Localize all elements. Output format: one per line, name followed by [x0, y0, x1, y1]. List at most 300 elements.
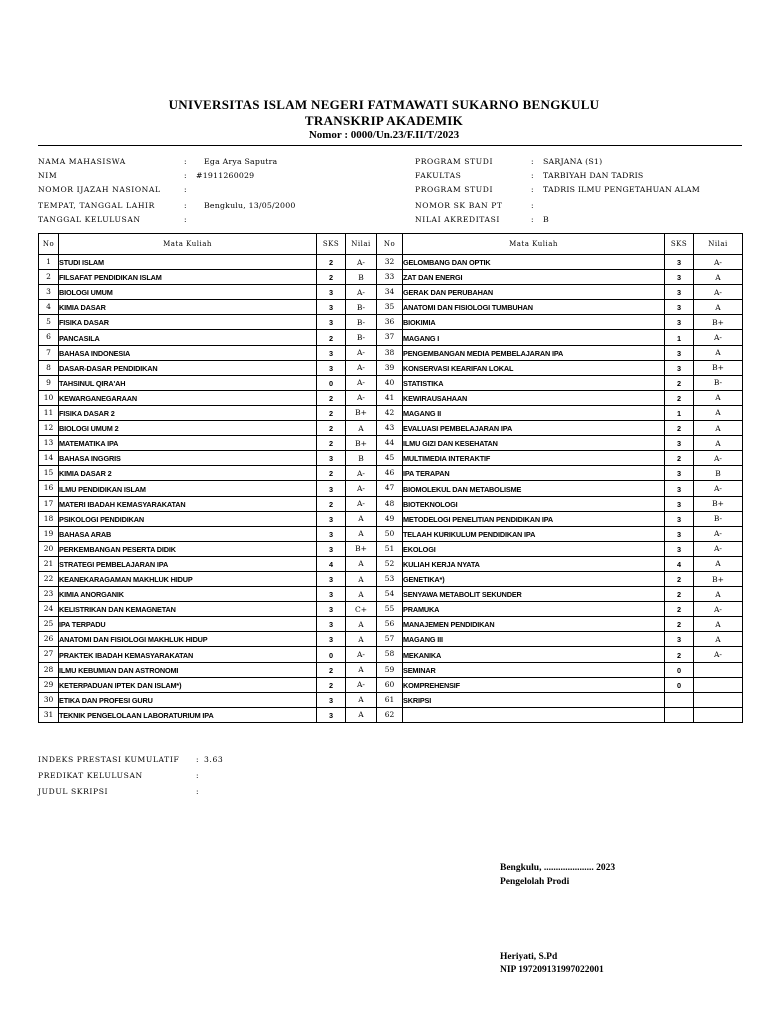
student-nim: #1911260029: [196, 171, 255, 180]
university-name: UNIVERSITAS ISLAM NEGERI FATMAWATI SUKARNO BENGKULU: [168, 97, 600, 112]
course-name: BAHASA INGGRIS: [59, 451, 317, 466]
course-credits: 2: [665, 571, 694, 586]
course-credits: 3: [317, 541, 346, 556]
table-row: [39, 571, 743, 586]
course-number: 23: [39, 587, 59, 602]
course-rows: [39, 255, 743, 723]
course-credits: 2: [317, 405, 346, 420]
course-number: 22: [39, 571, 59, 586]
course-number: 6: [39, 330, 59, 345]
info-colon: :: [531, 157, 535, 166]
course-credits: 3: [665, 541, 694, 556]
table-row: [39, 647, 743, 662]
course-number: 44: [377, 436, 403, 451]
column-header-no: No: [377, 234, 403, 255]
table-row: [39, 602, 743, 617]
course-number: 60: [377, 677, 403, 692]
course-grade: C+: [346, 602, 377, 617]
course-name: BIOLOGI UMUM: [59, 285, 317, 300]
course-name: SEMINAR: [403, 662, 665, 677]
course-number: 20: [39, 541, 59, 556]
course-grade: A: [694, 345, 743, 360]
course-number: 4: [39, 300, 59, 315]
course-name: TELAAH KURIKULUM PENDIDIKAN IPA: [403, 526, 665, 541]
program-level: SARJANA (S1): [543, 157, 603, 166]
course-number: 17: [39, 496, 59, 511]
course-name: TAHSINUL QIRA'AH: [59, 375, 317, 390]
course-name: GERAK DAN PERUBAHAN: [403, 285, 665, 300]
course-credits: 2: [317, 496, 346, 511]
course-grade: A-: [694, 330, 743, 345]
course-name: PANCASILA: [59, 330, 317, 345]
course-number: 34: [377, 285, 403, 300]
course-grade: A: [694, 270, 743, 285]
column-header-no: No: [39, 234, 59, 255]
table-row: [39, 707, 743, 722]
table-row: [39, 692, 743, 707]
info-colon: :: [184, 215, 188, 224]
course-name: KIMIA DASAR: [59, 300, 317, 315]
course-grade: [694, 662, 743, 677]
course-name: ZAT DAN ENERGI: [403, 270, 665, 285]
course-credits: 4: [665, 556, 694, 571]
course-grade: A: [346, 511, 377, 526]
accreditation: B: [543, 215, 549, 224]
table-row: [39, 330, 743, 345]
course-number: 14: [39, 451, 59, 466]
course-credits: 3: [665, 632, 694, 647]
course-credits: [665, 692, 694, 707]
course-name: ILMU GIZI DAN KESEHATAN: [403, 436, 665, 451]
table-row: [39, 632, 743, 647]
course-number: 9: [39, 375, 59, 390]
course-credits: 2: [665, 390, 694, 405]
course-grade: A: [346, 421, 377, 436]
course-number: 46: [377, 466, 403, 481]
course-grade: B-: [694, 375, 743, 390]
column-header-grade: Nilai: [694, 234, 743, 255]
course-number: 1: [39, 255, 59, 270]
course-name: GELOMBANG DAN OPTIK: [403, 255, 665, 270]
document-number: Nomor : 0000/Un.23/F.II/T/2023: [308, 129, 460, 141]
course-grade: A: [694, 300, 743, 315]
course-credits: 3: [317, 617, 346, 632]
course-grade: A: [346, 707, 377, 722]
column-header-course: Mata Kuliah: [403, 234, 665, 255]
info-label: NOMOR IJAZAH NASIONAL: [38, 185, 161, 194]
course-grade: B+: [346, 405, 377, 420]
course-name: BIOTEKNOLOGI: [403, 496, 665, 511]
course-number: 35: [377, 300, 403, 315]
table-row: [39, 270, 743, 285]
course-grade: B+: [694, 360, 743, 375]
course-credits: 3: [665, 345, 694, 360]
course-number: 24: [39, 602, 59, 617]
signatory-nip: NIP 197209131997022001: [500, 965, 604, 975]
course-credits: 3: [665, 511, 694, 526]
course-name: KEWARGANEGARAAN: [59, 390, 317, 405]
course-number: 56: [377, 617, 403, 632]
table-row: [39, 285, 743, 300]
course-credits: 3: [317, 360, 346, 375]
signature-place-date: Bengkulu, ..................... 2023: [500, 863, 616, 873]
course-credits: 3: [317, 571, 346, 586]
course-name: EVALUASI PEMBELAJARAN IPA: [403, 421, 665, 436]
course-credits: 3: [317, 315, 346, 330]
course-grade: A-: [346, 375, 377, 390]
course-credits: 3: [317, 526, 346, 541]
summary-colon: :: [196, 787, 200, 796]
course-name: ANATOMI DAN FISIOLOGI MAKHLUK HIDUP: [59, 632, 317, 647]
table-row: [39, 315, 743, 330]
course-grade: A: [346, 662, 377, 677]
course-number: 33: [377, 270, 403, 285]
info-colon: :: [531, 201, 535, 210]
course-grade: B-: [346, 315, 377, 330]
course-grade: A: [694, 421, 743, 436]
course-name: BIOLOGI UMUM 2: [59, 421, 317, 436]
course-grade: B+: [694, 315, 743, 330]
course-credits: 3: [665, 526, 694, 541]
info-label: NAMA MAHASISWA: [38, 157, 126, 166]
course-number: 38: [377, 345, 403, 360]
table-row: [39, 300, 743, 315]
summary-label: PREDIKAT KELULUSAN: [38, 771, 143, 780]
course-number: 18: [39, 511, 59, 526]
course-credits: 2: [317, 390, 346, 405]
course-credits: 2: [665, 375, 694, 390]
course-number: 43: [377, 421, 403, 436]
course-number: 62: [377, 707, 403, 722]
table-row: [39, 662, 743, 677]
course-credits: 0: [665, 662, 694, 677]
course-grade: A: [694, 405, 743, 420]
course-credits: 3: [317, 632, 346, 647]
course-grade: A-: [346, 481, 377, 496]
course-grade: A-: [346, 255, 377, 270]
course-credits: 3: [317, 481, 346, 496]
course-name: MAGANG III: [403, 632, 665, 647]
table-row: [39, 421, 743, 436]
course-grade: B-: [694, 511, 743, 526]
table-row: [39, 617, 743, 632]
course-name: IPA TERAPAN: [403, 466, 665, 481]
student-name: Ega Arya Saputra: [204, 157, 278, 166]
course-name: PSIKOLOGI PENDIDIKAN: [59, 511, 317, 526]
course-grade: A-: [694, 285, 743, 300]
course-number: 39: [377, 360, 403, 375]
course-grade: A-: [346, 345, 377, 360]
course-credits: 1: [665, 330, 694, 345]
table-row: [39, 390, 743, 405]
document-title: TRANSKRIP AKADEMIK: [304, 113, 464, 128]
course-name: STRATEGI PEMBELAJARAN IPA: [59, 556, 317, 571]
course-number: 26: [39, 632, 59, 647]
course-credits: 3: [665, 255, 694, 270]
course-credits: 3: [665, 270, 694, 285]
info-label: NOMOR SK BAN PT: [415, 201, 503, 210]
course-grade: A: [694, 617, 743, 632]
table-row: [39, 541, 743, 556]
course-number: 52: [377, 556, 403, 571]
info-label: FAKULTAS: [415, 171, 462, 180]
course-credits: 3: [665, 496, 694, 511]
course-grade: A-: [694, 481, 743, 496]
course-number: 37: [377, 330, 403, 345]
course-name: KEANEKARAGAMAN MAKHLUK HIDUP: [59, 571, 317, 586]
course-name: GENETIKA*): [403, 571, 665, 586]
course-number: 41: [377, 390, 403, 405]
table-row: [39, 526, 743, 541]
course-grade: A-: [694, 541, 743, 556]
course-name: SKRIPSI: [403, 692, 665, 707]
summary-label: JUDUL SKRIPSI: [38, 787, 109, 796]
course-number: 48: [377, 496, 403, 511]
course-credits: 2: [665, 451, 694, 466]
info-colon: :: [531, 215, 535, 224]
course-credits: 2: [665, 617, 694, 632]
course-number: 2: [39, 270, 59, 285]
course-credits: 3: [317, 345, 346, 360]
course-grade: A: [694, 390, 743, 405]
course-name: DASAR-DASAR PENDIDIKAN: [59, 360, 317, 375]
course-name: TEKNIK PENGELOLAAN LABORATURIUM IPA: [59, 707, 317, 722]
course-credits: 3: [317, 511, 346, 526]
course-credits: 2: [317, 255, 346, 270]
table-header-row: [39, 234, 743, 255]
course-grade: A: [346, 692, 377, 707]
course-grade: [694, 707, 743, 722]
course-grade: B: [346, 270, 377, 285]
table-row: [39, 436, 743, 451]
table-row: [39, 587, 743, 602]
info-label: NIM: [38, 171, 58, 180]
course-grade: A-: [694, 255, 743, 270]
course-name: SENYAWA METABOLIT SEKUNDER: [403, 587, 665, 602]
course-number: 51: [377, 541, 403, 556]
course-name: STUDI ISLAM: [59, 255, 317, 270]
course-name: BIOMOLEKUL DAN METABOLISME: [403, 481, 665, 496]
course-grade: A: [346, 571, 377, 586]
course-credits: 0: [317, 647, 346, 662]
course-number: 7: [39, 345, 59, 360]
course-number: 36: [377, 315, 403, 330]
info-colon: :: [184, 201, 188, 210]
course-name: MATERI IBADAH KEMASYARAKATAN: [59, 496, 317, 511]
info-label: NILAI AKREDITASI: [415, 215, 501, 224]
course-name: PERKEMBANGAN PESERTA DIDIK: [59, 541, 317, 556]
course-grade: [694, 677, 743, 692]
info-colon: :: [184, 185, 188, 194]
faculty: TARBIYAH DAN TADRIS: [543, 171, 644, 180]
course-number: 11: [39, 405, 59, 420]
gpa-value: 3.63: [204, 755, 224, 764]
course-credits: 2: [317, 662, 346, 677]
course-credits: 3: [317, 300, 346, 315]
course-number: 30: [39, 692, 59, 707]
course-credits: 3: [665, 360, 694, 375]
course-credits: 3: [317, 285, 346, 300]
course-credits: 3: [317, 692, 346, 707]
column-header-sks: SKS: [665, 234, 694, 255]
table-row: [39, 496, 743, 511]
course-name: FILSAFAT PENDIDIKAN ISLAM: [59, 270, 317, 285]
course-grade: A: [346, 632, 377, 647]
course-name: KULIAH KERJA NYATA: [403, 556, 665, 571]
course-number: 45: [377, 451, 403, 466]
transcript-table: [38, 233, 743, 723]
course-grade: A-: [346, 647, 377, 662]
table-row: [39, 511, 743, 526]
signatory-name: Heriyati, S.Pd: [500, 952, 558, 962]
course-credits: 3: [665, 466, 694, 481]
table-row: [39, 451, 743, 466]
course-credits: 2: [665, 587, 694, 602]
info-label: PROGRAM STUDI: [415, 185, 494, 194]
course-name: KONSERVASI KEARIFAN LOKAL: [403, 360, 665, 375]
course-credits: 3: [665, 300, 694, 315]
course-credits: 2: [317, 330, 346, 345]
course-credits: 3: [665, 481, 694, 496]
course-name: FISIKA DASAR 2: [59, 405, 317, 420]
info-label: TEMPAT, TANGGAL LAHIR: [38, 201, 155, 210]
course-credits: 2: [317, 677, 346, 692]
table-row: [39, 481, 743, 496]
course-number: 58: [377, 647, 403, 662]
course-name: STATISTIKA: [403, 375, 665, 390]
course-credits: 3: [317, 587, 346, 602]
course-name: MULTIMEDIA INTERAKTIF: [403, 451, 665, 466]
course-grade: B+: [694, 571, 743, 586]
course-name: ANATOMI DAN FISIOLOGI TUMBUHAN: [403, 300, 665, 315]
info-colon: :: [531, 185, 535, 194]
course-number: 42: [377, 405, 403, 420]
summary-colon: :: [196, 771, 200, 780]
course-number: 49: [377, 511, 403, 526]
course-number: 25: [39, 617, 59, 632]
table-row: [39, 405, 743, 420]
course-grade: A-: [346, 496, 377, 511]
course-credits: 3: [665, 285, 694, 300]
course-grade: A-: [346, 677, 377, 692]
table-row: [39, 556, 743, 571]
course-number: 27: [39, 647, 59, 662]
course-number: 15: [39, 466, 59, 481]
course-name: BIOKIMIA: [403, 315, 665, 330]
table-row: [39, 466, 743, 481]
course-grade: A-: [694, 602, 743, 617]
column-header-course: Mata Kuliah: [59, 234, 317, 255]
course-credits: 1: [665, 405, 694, 420]
course-credits: 3: [317, 707, 346, 722]
course-name: [403, 707, 665, 722]
course-number: 53: [377, 571, 403, 586]
course-name: IPA TERPADU: [59, 617, 317, 632]
course-number: 54: [377, 587, 403, 602]
course-name: BAHASA ARAB: [59, 526, 317, 541]
course-grade: B+: [346, 436, 377, 451]
course-grade: A-: [694, 451, 743, 466]
course-name: EKOLOGI: [403, 541, 665, 556]
course-name: PENGEMBANGAN MEDIA PEMBELAJARAN IPA: [403, 345, 665, 360]
course-name: ILMU KEBUMIAN DAN ASTRONOMI: [59, 662, 317, 677]
course-grade: B-: [346, 330, 377, 345]
course-grade: B+: [694, 496, 743, 511]
course-credits: 2: [317, 270, 346, 285]
header-divider: [38, 145, 742, 146]
summary-colon: :: [196, 755, 200, 764]
info-colon: :: [184, 157, 188, 166]
course-name: MAGANG I: [403, 330, 665, 345]
course-name: MANAJEMEN PENDIDIKAN: [403, 617, 665, 632]
table-row: [39, 375, 743, 390]
course-credits: 2: [665, 647, 694, 662]
course-credits: 3: [665, 315, 694, 330]
course-number: 8: [39, 360, 59, 375]
course-name: ETIKA DAN PROFESI GURU: [59, 692, 317, 707]
course-grade: B+: [346, 541, 377, 556]
course-number: 13: [39, 436, 59, 451]
course-number: 3: [39, 285, 59, 300]
course-grade: A-: [346, 360, 377, 375]
course-grade: A: [694, 556, 743, 571]
course-number: 61: [377, 692, 403, 707]
column-header-grade: Nilai: [346, 234, 377, 255]
course-number: 57: [377, 632, 403, 647]
course-number: 47: [377, 481, 403, 496]
course-credits: 3: [317, 602, 346, 617]
course-name: PRAKTEK IBADAH KEMASYARAKATAN: [59, 647, 317, 662]
course-number: 32: [377, 255, 403, 270]
table-row: [39, 360, 743, 375]
course-grade: A: [346, 617, 377, 632]
course-credits: 3: [665, 436, 694, 451]
info-label: TANGGAL KELULUSAN: [38, 215, 141, 224]
table-row: [39, 677, 743, 692]
course-grade: A: [346, 587, 377, 602]
course-number: 31: [39, 707, 59, 722]
course-name: METODELOGI PENELITIAN PENDIDIKAN IPA: [403, 511, 665, 526]
course-grade: A-: [346, 466, 377, 481]
course-number: 5: [39, 315, 59, 330]
course-grade: A-: [346, 285, 377, 300]
course-name: ILMU PENDIDIKAN ISLAM: [59, 481, 317, 496]
course-name: MAGANG II: [403, 405, 665, 420]
course-name: KELISTRIKAN DAN KEMAGNETAN: [59, 602, 317, 617]
course-credits: 3: [317, 451, 346, 466]
course-credits: 2: [317, 466, 346, 481]
course-number: 10: [39, 390, 59, 405]
course-name: KEWIRAUSAHAAN: [403, 390, 665, 405]
course-credits: 0: [665, 677, 694, 692]
course-credits: 2: [317, 421, 346, 436]
course-grade: A: [346, 556, 377, 571]
course-grade: A-: [694, 526, 743, 541]
course-credits: 4: [317, 556, 346, 571]
course-name: KIMIA ANORGANIK: [59, 587, 317, 602]
course-number: 21: [39, 556, 59, 571]
course-number: 16: [39, 481, 59, 496]
table-row: [39, 345, 743, 360]
course-name: MATEMATIKA IPA: [59, 436, 317, 451]
course-grade: A-: [694, 647, 743, 662]
course-grade: A: [346, 526, 377, 541]
course-grade: [694, 692, 743, 707]
study-program: TADRIS ILMU PENGETAHUAN ALAM: [543, 185, 700, 194]
course-credits: 0: [317, 375, 346, 390]
course-number: 12: [39, 421, 59, 436]
course-grade: A: [694, 632, 743, 647]
